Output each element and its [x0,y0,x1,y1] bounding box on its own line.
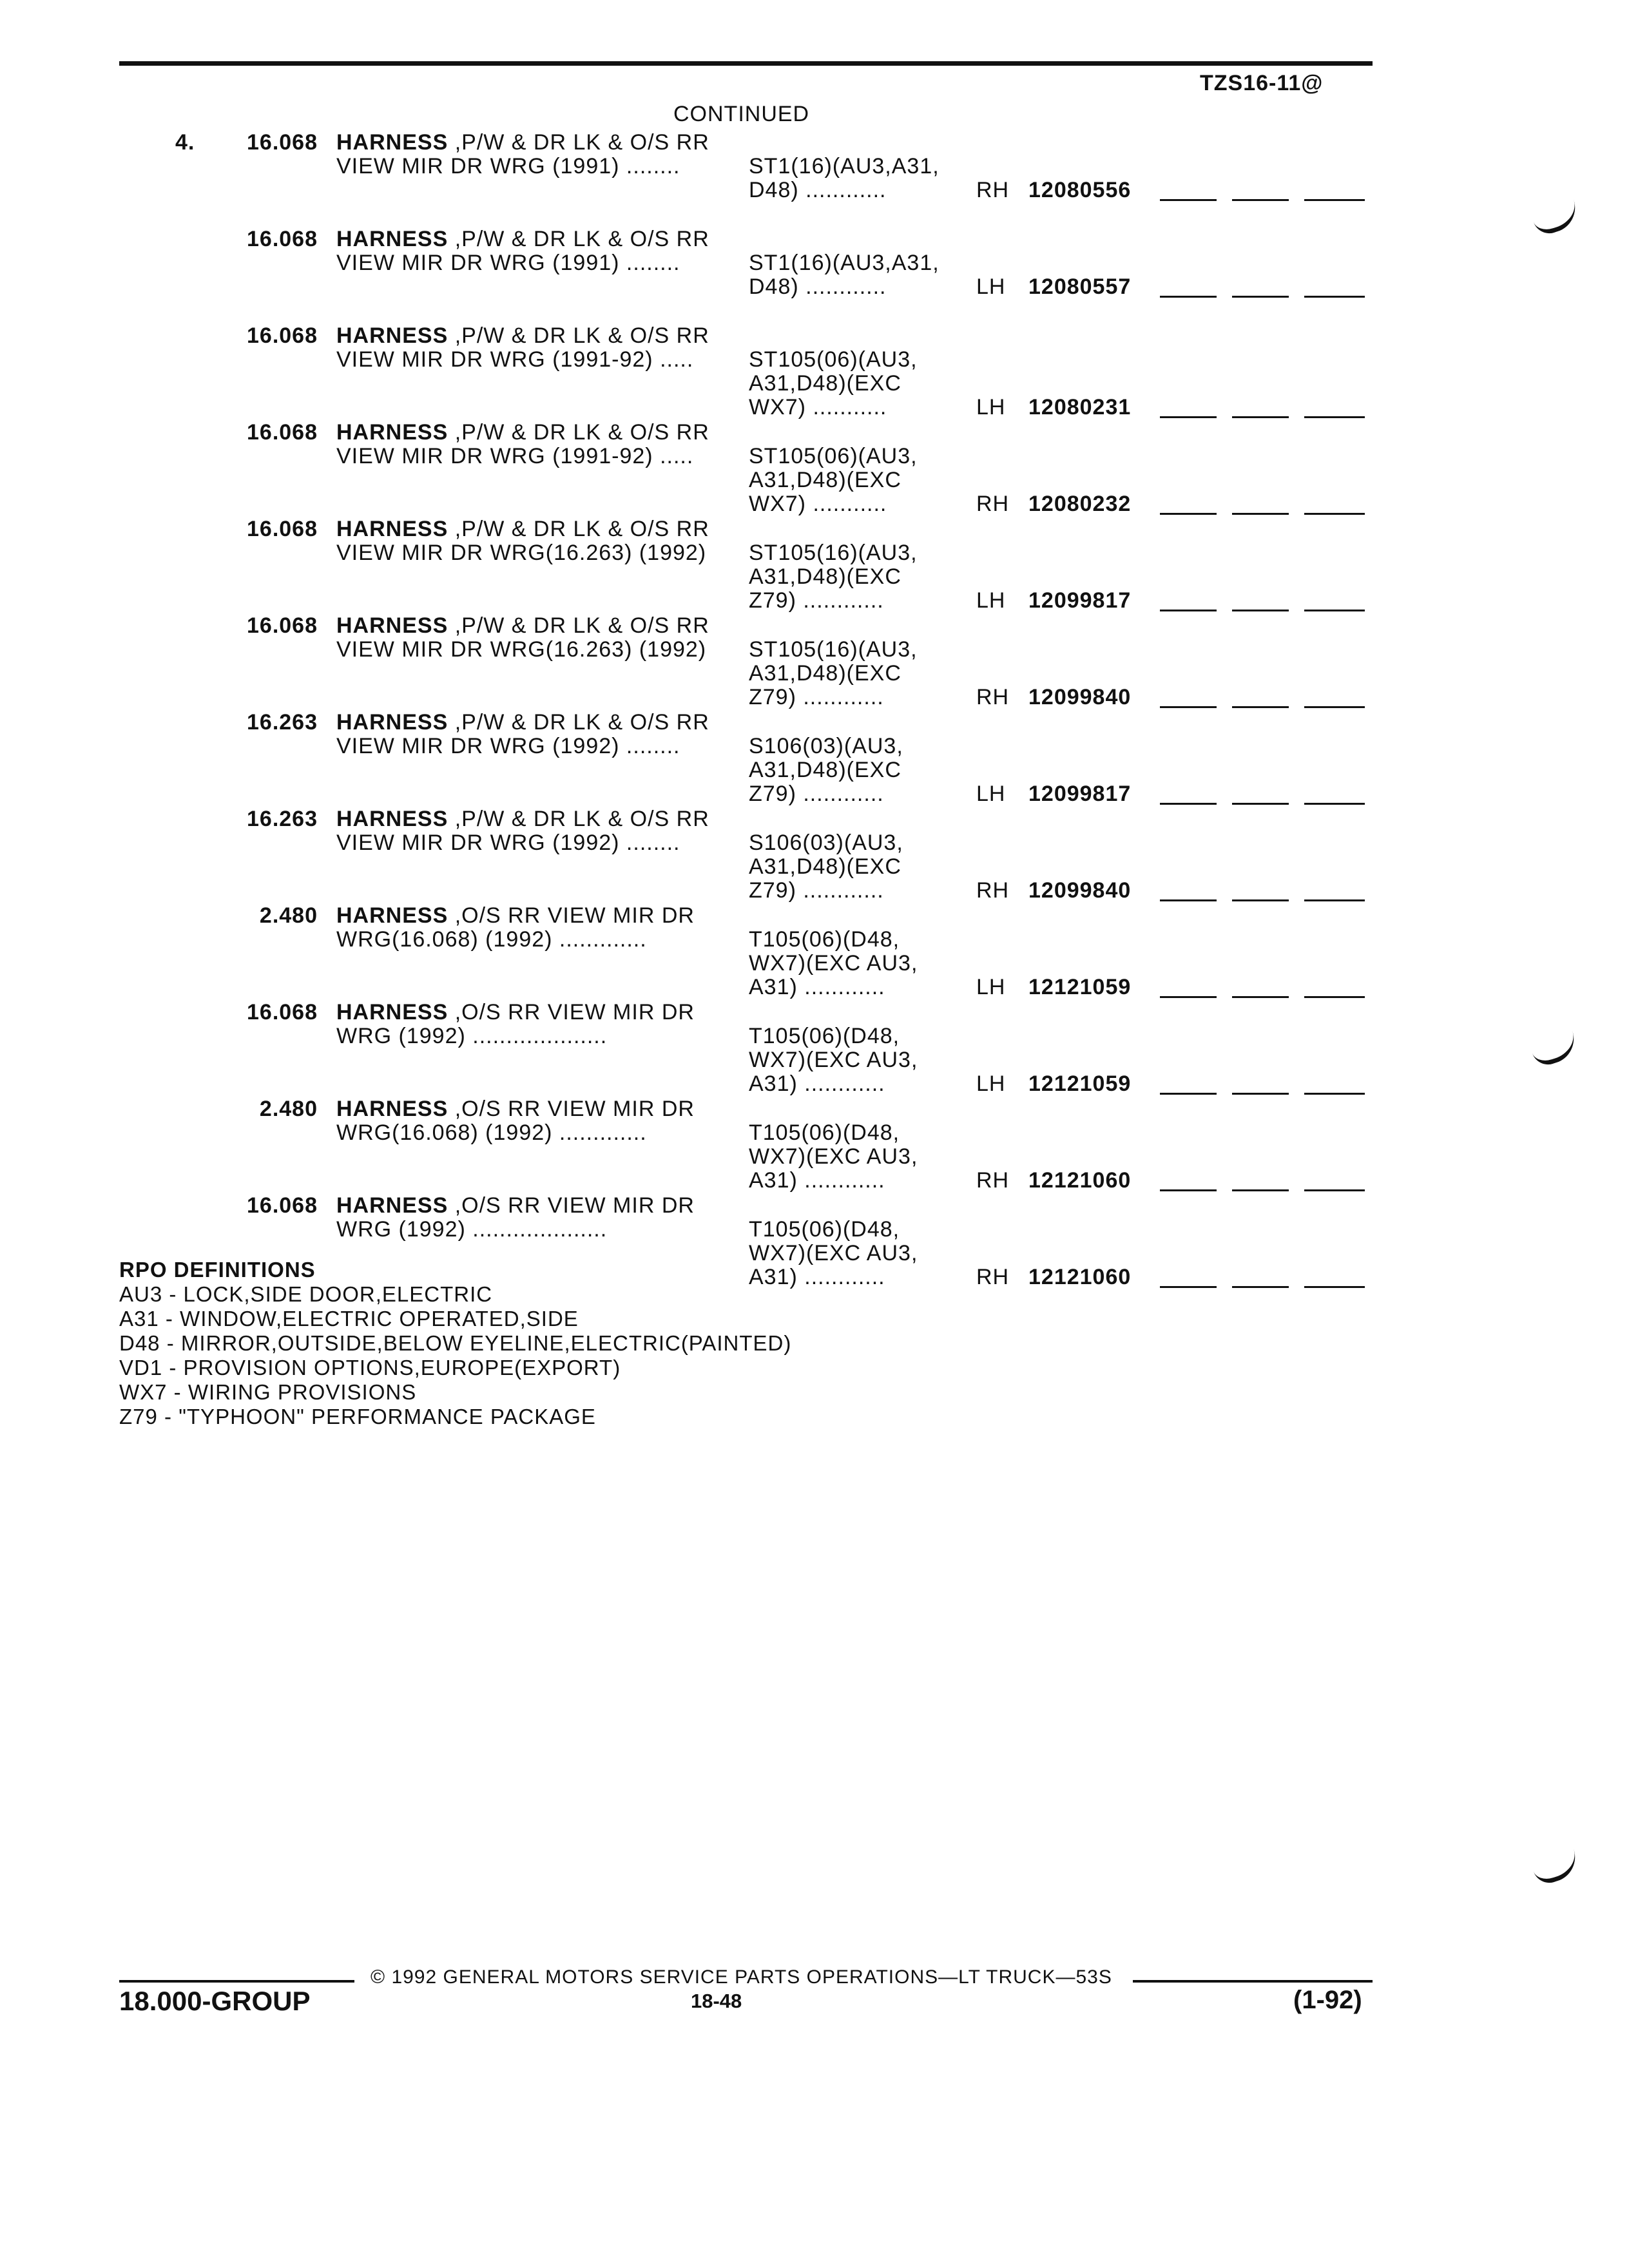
part-name-detail: ,P/W & DR LK & O/S RR [448,807,709,831]
qualifier-line: A31,D48)(EXC [749,758,901,782]
group-number: 16.068 [247,1193,318,1218]
qualifier-line: A31,D48)(EXC [749,564,901,589]
blank-line [1232,803,1289,805]
blank-line [1304,1286,1365,1288]
side-indicator: RH [976,1265,1010,1289]
qualifier-line: WX7)(EXC AU3, [749,1144,918,1169]
rpo-item: D48 - MIRROR,OUTSIDE,BELOW EYELINE,ELECTRIC(PAINTED) [119,1331,792,1355]
quantity-blanks [1160,1189,1366,1191]
blank-line [1232,1189,1289,1191]
group-number: 16.068 [247,517,318,541]
description-line-2: VIEW MIR DR WRG (1991-92) ..... [336,444,694,468]
qualifier-line: A31) ............ [749,975,885,999]
blank-line [1160,610,1217,611]
quantity-blanks [1160,513,1366,515]
part-entry [0,131,1629,227]
part-number: 12099817 [1028,588,1132,613]
description-line-2: WRG (1992) .................... [336,1217,608,1242]
description-line-1 [336,1194,695,1218]
group-number: 16.263 [247,710,318,735]
part-name: HARNESS [336,613,448,638]
part-number: 12080556 [1028,178,1132,202]
blank-line [1304,996,1365,998]
part-name: HARNESS [336,1193,448,1218]
quantity-blanks [1160,296,1366,298]
blank-line [1160,706,1217,708]
continued-label: CONTINUED [673,102,810,126]
rpo-item: VD1 - PROVISION OPTIONS,EUROPE(EXPORT) [119,1356,621,1379]
qualifier-line: T105(06)(D48, [749,1024,900,1048]
group-number: 2.480 [259,1097,318,1121]
blank-line [1232,296,1289,298]
blank-line [1232,610,1289,611]
description-line-2: VIEW MIR DR WRG (1992) ........ [336,734,680,758]
part-name: HARNESS [336,227,448,251]
reference-number: 4. [175,130,195,155]
qualifier-line: WX7)(EXC AU3, [749,951,918,975]
quantity-blanks [1160,996,1366,998]
group-number: 16.068 [247,323,318,348]
side-indicator: LH [976,1072,1006,1096]
qualifier-line: S106(03)(AU3, [749,831,903,855]
description-line-1 [336,711,709,735]
blank-line [1304,1093,1365,1095]
part-number: 12080231 [1028,395,1132,419]
part-number: 12121060 [1028,1168,1132,1193]
blank-line [1304,416,1365,418]
part-name-detail: ,O/S RR VIEW MIR DR [448,1193,695,1218]
rpo-heading: RPO DEFINITIONS [119,1258,316,1282]
qualifier-line: ST1(16)(AU3,A31, [749,251,940,275]
side-indicator: LH [976,782,1006,806]
part-name-detail: ,P/W & DR LK & O/S RR [448,130,709,155]
qualifier-line: T105(06)(D48, [749,927,900,952]
part-name-detail: ,O/S RR VIEW MIR DR [448,1097,695,1121]
group-number: 16.068 [247,130,318,155]
side-indicator: RH [976,178,1010,202]
quantity-blanks [1160,899,1366,901]
qualifier-line: S106(03)(AU3, [749,734,903,758]
side-indicator: RH [976,878,1010,903]
part-entry [0,324,1629,421]
blank-line [1232,199,1289,201]
blank-line [1304,803,1365,805]
description-line-2: VIEW MIR DR WRG (1992) ........ [336,831,680,855]
part-number: 12099817 [1028,782,1132,806]
rpo-item: AU3 - LOCK,SIDE DOOR,ELECTRIC [119,1282,493,1306]
group-number: 16.068 [247,1000,318,1024]
description-line-1 [336,1097,695,1121]
part-number: 12121059 [1028,975,1132,999]
description-line-2: VIEW MIR DR WRG (1991) ........ [336,251,680,275]
description-line-1 [336,131,709,155]
qualifier-line: ST1(16)(AU3,A31, [749,154,940,178]
side-indicator: LH [976,274,1006,299]
blank-line [1160,296,1217,298]
qualifier-line: WX7) ........... [749,395,887,419]
quantity-blanks [1160,706,1366,708]
blank-line [1304,899,1365,901]
quantity-blanks [1160,199,1366,201]
part-name: HARNESS [336,710,448,735]
group-number: 16.068 [247,227,318,251]
qualifier-line: A31,D48)(EXC [749,371,901,396]
description-line-1 [336,807,709,831]
side-indicator: LH [976,588,1006,613]
rpo-definitions [119,1258,791,1429]
part-number: 12099840 [1028,878,1132,903]
part-entry [0,227,1629,324]
qualifier-line: ST105(06)(AU3, [749,347,918,372]
blank-line [1160,996,1217,998]
qualifier-line: WX7)(EXC AU3, [749,1241,918,1265]
group-number: 16.263 [247,807,318,831]
qualifier-line: ST105(06)(AU3, [749,444,918,468]
part-entry [0,904,1629,1001]
part-number: 12121060 [1028,1265,1132,1289]
blank-line [1232,706,1289,708]
group-number: 16.068 [247,613,318,638]
part-name-detail: ,P/W & DR LK & O/S RR [448,517,709,541]
qualifier-line: A31,D48)(EXC [749,468,901,492]
qualifier-line: ST105(16)(AU3, [749,637,918,662]
revision-date: (1-92) [1293,1986,1362,2014]
blank-line [1304,296,1365,298]
part-name-detail: ,O/S RR VIEW MIR DR [448,1000,695,1024]
description-line-2: WRG(16.068) (1992) ............. [336,1120,647,1145]
blank-line [1232,996,1289,998]
description-line-1 [336,1001,695,1024]
blank-line [1160,513,1217,515]
qualifier-line: T105(06)(D48, [749,1217,900,1242]
description-line-1 [336,324,709,348]
part-entry [0,614,1629,711]
group-number: 16.068 [247,420,318,445]
part-name-detail: ,P/W & DR LK & O/S RR [448,227,709,251]
blank-line [1160,416,1217,418]
quantity-blanks [1160,1093,1366,1095]
rpo-item: A31 - WINDOW,ELECTRIC OPERATED,SIDE [119,1307,579,1331]
part-name: HARNESS [336,1000,448,1024]
qualifier-line: D48) ............ [749,178,887,202]
part-number: 12080557 [1028,274,1132,299]
description-line-2: VIEW MIR DR WRG (1991-92) ..... [336,347,694,372]
blank-line [1232,1286,1289,1288]
qualifier-line: A31) ............ [749,1265,885,1289]
part-number: 12080232 [1028,492,1132,516]
description-line-1 [336,227,709,251]
side-indicator: RH [976,685,1010,709]
description-line-1 [336,904,695,928]
blank-line [1160,1286,1217,1288]
document-code: TZS16-11@ [1200,71,1324,95]
qualifier-line: A31,D48)(EXC [749,854,901,879]
side-indicator: RH [976,1168,1010,1193]
footer-rule-left [119,1980,354,1983]
blank-line [1304,706,1365,708]
description-line-2: WRG(16.068) (1992) ............. [336,927,647,952]
copyright-note: © 1992 GENERAL MOTORS SERVICE PARTS OPERATIONS—LT TRUCK—53S [371,1966,1112,1988]
part-name: HARNESS [336,130,448,155]
binder-tick-mark [1531,1849,1582,1887]
part-name-detail: ,P/W & DR LK & O/S RR [448,323,709,348]
qualifier-line: Z79) ............ [749,878,884,903]
part-name: HARNESS [336,323,448,348]
blank-line [1160,199,1217,201]
group-number: 2.480 [259,903,318,928]
quantity-blanks [1160,803,1366,805]
rpo-item: Z79 - "TYPHOON" PERFORMANCE PACKAGE [119,1405,596,1428]
blank-line [1232,899,1289,901]
qualifier-line: Z79) ............ [749,685,884,709]
top-rule [119,61,1373,66]
part-entry [0,421,1629,517]
blank-line [1160,1189,1217,1191]
quantity-blanks [1160,610,1366,611]
description-line-1 [336,614,709,638]
description-line-2: VIEW MIR DR WRG (1991) ........ [336,154,680,178]
part-entry [0,517,1629,614]
quantity-blanks [1160,1286,1366,1288]
qualifier-line: A31) ............ [749,1168,885,1193]
qualifier-line: T105(06)(D48, [749,1120,900,1145]
blank-line [1304,610,1365,611]
qualifier-line: Z79) ............ [749,782,884,806]
description-line-1 [336,421,709,445]
blank-line [1304,1189,1365,1191]
qualifier-line: A31,D48)(EXC [749,661,901,686]
blank-line [1160,803,1217,805]
part-name: HARNESS [336,1097,448,1121]
description-line-2: VIEW MIR DR WRG(16.263) (1992) [336,637,707,662]
blank-line [1232,416,1289,418]
blank-line [1160,899,1217,901]
part-name-detail: ,P/W & DR LK & O/S RR [448,420,709,445]
part-name: HARNESS [336,807,448,831]
description-line-1 [336,517,709,541]
qualifier-line: D48) ............ [749,274,887,299]
part-entry [0,711,1629,807]
footer-rule-right [1133,1980,1373,1983]
rpo-item: WX7 - WIRING PROVISIONS [119,1380,417,1404]
qualifier-line: ST105(16)(AU3, [749,541,918,565]
quantity-blanks [1160,416,1366,418]
description-line-2: WRG (1992) .................... [336,1024,608,1048]
blank-line [1232,513,1289,515]
part-number: 12099840 [1028,685,1132,709]
part-number: 12121059 [1028,1072,1132,1096]
qualifier-line: WX7) ........... [749,492,887,516]
side-indicator: RH [976,492,1010,516]
part-name: HARNESS [336,903,448,928]
blank-line [1304,513,1365,515]
part-entry [0,1097,1629,1194]
side-indicator: LH [976,395,1006,419]
qualifier-line: Z79) ............ [749,588,884,613]
qualifier-line: A31) ............ [749,1072,885,1096]
side-indicator: LH [976,975,1006,999]
blank-line [1304,199,1365,201]
part-name: HARNESS [336,517,448,541]
description-line-2: VIEW MIR DR WRG(16.263) (1992) [336,541,707,565]
page-number: 18-48 [691,1990,742,2012]
part-name-detail: ,P/W & DR LK & O/S RR [448,613,709,638]
part-name-detail: ,O/S RR VIEW MIR DR [448,903,695,928]
part-name-detail: ,P/W & DR LK & O/S RR [448,710,709,735]
part-entry [0,1001,1629,1097]
qualifier-line: WX7)(EXC AU3, [749,1048,918,1072]
part-entry [0,807,1629,904]
blank-line [1160,1093,1217,1095]
group-label: 18.000-GROUP [119,1986,311,2016]
part-name: HARNESS [336,420,448,445]
blank-line [1232,1093,1289,1095]
